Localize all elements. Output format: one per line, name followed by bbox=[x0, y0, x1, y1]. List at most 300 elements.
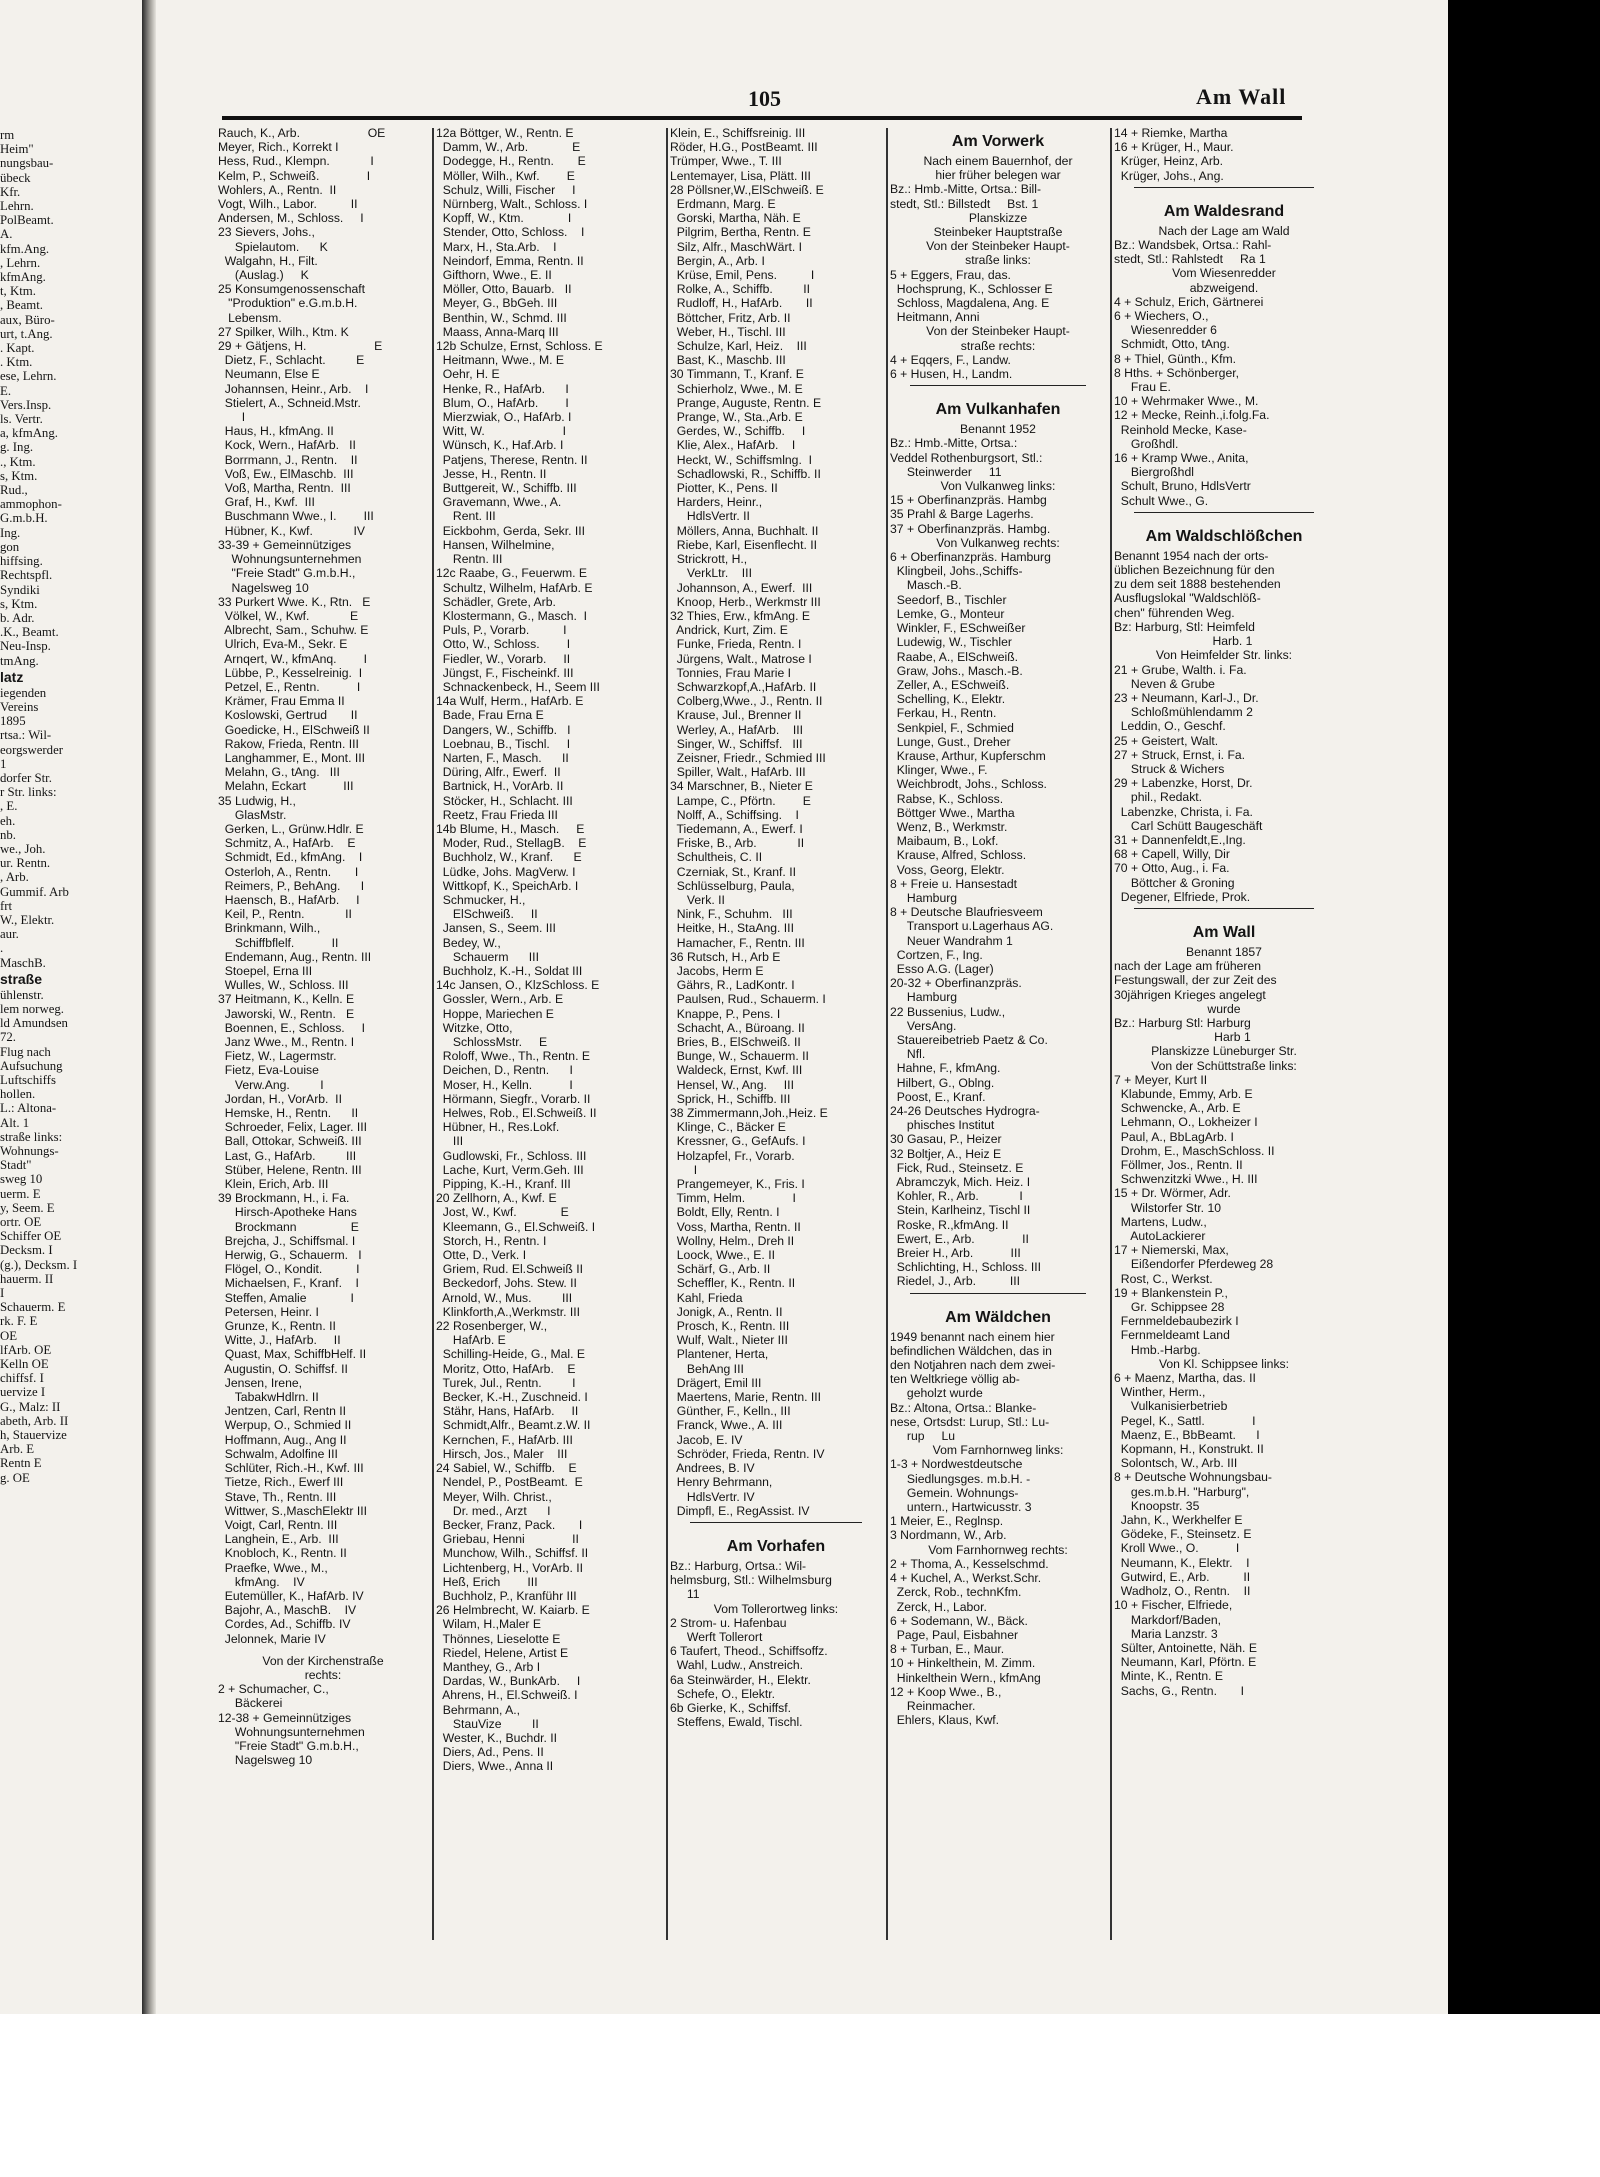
directory-entry: Heitke, H., StaAng. III bbox=[670, 921, 794, 936]
directory-entry: Voss, Martha, Rentn. II bbox=[670, 1219, 801, 1234]
directory-entry: Föllmer, Jos., Rentn. II bbox=[1114, 1158, 1243, 1172]
directory-entry: Nagelsweg 10 bbox=[218, 580, 309, 595]
directory-entry: "Freie Stadt" G.m.b.H., bbox=[218, 1738, 359, 1753]
directory-entry: Colberg,Wwe., J., Rentn. II bbox=[670, 694, 823, 709]
directory-entry: "Freie Stadt" G.m.b.H., bbox=[218, 566, 356, 581]
directory-entry: Loebnau, B., Tischl. I bbox=[436, 736, 571, 751]
directory-entry: Drägert, Emil III bbox=[670, 1375, 762, 1390]
directory-entry: Diers, Wwe., Anna II bbox=[436, 1759, 554, 1774]
left-page-line: 72. bbox=[0, 1030, 16, 1045]
left-page-line: Kelln OE bbox=[0, 1357, 49, 1372]
directory-entry: Lemke, G., Monteur bbox=[890, 606, 1005, 621]
directory-entry: Schultz, Wilhelm, HafArb. E bbox=[436, 580, 593, 595]
directory-entry: Steffen, Amalie I bbox=[218, 1290, 354, 1305]
directory-entry: Krüse, Emil, Pens. I bbox=[670, 268, 815, 283]
directory-entry: 6 + Sodemann, W., Bäck. bbox=[890, 1613, 1028, 1628]
directory-entry: Kohler, R., Arb. I bbox=[890, 1189, 1023, 1204]
directory-entry: Benannt 1954 nach der orts- bbox=[1114, 548, 1269, 563]
directory-entry: 22 Rosenberger, W., bbox=[436, 1319, 548, 1334]
left-page-line: ortr. OE bbox=[0, 1215, 42, 1230]
left-page-line: . Kapt. bbox=[0, 341, 35, 356]
directory-entry: Lunge, Gust., Dreher bbox=[890, 734, 1011, 749]
directory-entry: Meyer, Wilh. Christ., bbox=[436, 1489, 552, 1504]
left-page-line: latz bbox=[0, 668, 24, 685]
directory-entry: Knappe, P., Pens. I bbox=[670, 1006, 781, 1021]
directory-entry: Andersen, M., Schloss. I bbox=[218, 211, 364, 226]
left-page-line: G., Malz: II bbox=[0, 1399, 61, 1414]
directory-entry: Stüber, Helene, Rentn. III bbox=[218, 1162, 362, 1177]
directory-entry: Jensen, Irene, bbox=[218, 1375, 303, 1390]
column-divider bbox=[886, 128, 888, 1940]
directory-entry: 2 Strom- u. Hafenbau bbox=[670, 1615, 787, 1630]
directory-entry: 4 + Kuchel, A., Werkst.Schr. bbox=[890, 1571, 1042, 1586]
directory-entry: Plantener, Herta, bbox=[670, 1347, 769, 1362]
left-page-line: sweg 10 bbox=[0, 1172, 43, 1187]
directory-entry: Griem, Rud. El.Schweiß II bbox=[436, 1262, 583, 1277]
directory-entry: rechts: bbox=[304, 1667, 342, 1682]
directory-entry: Marx, H., Sta.Arb. I bbox=[436, 239, 557, 254]
left-page-line: Gummif. Arb bbox=[0, 884, 69, 899]
directory-entry: Cortzen, F., Ing. bbox=[890, 947, 983, 962]
directory-entry: Wenz, B., Werkmstr. bbox=[890, 819, 1008, 834]
directory-entry: Schwalm, Adolfine III bbox=[218, 1446, 338, 1461]
left-page-line: nb. bbox=[0, 827, 16, 842]
directory-entry: Hmb.-Harbg. bbox=[1114, 1342, 1201, 1357]
directory-entry: Schefe, O., Elektr. bbox=[670, 1686, 775, 1701]
directory-entry: Meyer, Rich., Korrekt I bbox=[218, 140, 339, 155]
directory-entry: Stähr, Hans, HafArb. II bbox=[436, 1404, 579, 1419]
directory-entry: Veddel Rothenburgsort, Stl.: bbox=[890, 450, 1043, 465]
directory-entry: Last, G., HafArb. III bbox=[218, 1148, 357, 1163]
directory-entry: Damm, W., Arb. E bbox=[436, 140, 581, 155]
directory-entry: Sprick, H., Schiffb. III bbox=[670, 1091, 791, 1106]
left-page-line: . Ktm. bbox=[0, 355, 33, 370]
directory-entry: 19 + Blankenstein P., bbox=[1114, 1285, 1228, 1300]
directory-entry: Paulsen, Rud., Schauerm. I bbox=[670, 992, 826, 1007]
directory-entry: phisches Institut bbox=[890, 1118, 995, 1133]
directory-entry: Boennen, E., Schloss. I bbox=[218, 1020, 366, 1035]
directory-entry: Werft Tollerort bbox=[670, 1629, 763, 1644]
directory-entry: Jonigk, A., Rentn. II bbox=[670, 1304, 783, 1319]
directory-entry: Böttcher & Groning bbox=[1114, 875, 1235, 890]
directory-entry: III bbox=[436, 1134, 464, 1149]
directory-entry: Neindorf, Emma, Rentn. II bbox=[436, 253, 584, 268]
left-page-line: E. bbox=[0, 383, 12, 398]
left-page-line: Stadt" bbox=[0, 1158, 32, 1173]
directory-entry: Schroeder, Felix, Lager. III bbox=[218, 1120, 368, 1135]
directory-entry: Klostermann, G., Masch. I bbox=[436, 608, 588, 623]
directory-entry: Spielautom. K bbox=[218, 239, 328, 254]
directory-entry: Andrick, Kurt, Zim. E bbox=[670, 623, 788, 638]
directory-entry: 5 + Eggers, Frau, das. bbox=[890, 267, 1011, 282]
directory-entry: Bedey, W., bbox=[436, 935, 501, 950]
directory-entry: ten Weltkriege völlig ab- bbox=[890, 1372, 1020, 1387]
directory-entry: ElSchweiß. II bbox=[436, 907, 538, 922]
left-page-line: , Arb. bbox=[0, 870, 29, 885]
directory-entry: 10 + Wehrmaker Wwe., M. bbox=[1114, 394, 1259, 409]
street-heading: Am Waldschlößchen bbox=[1145, 527, 1303, 545]
directory-entry: Patjens, Therese, Rentn. II bbox=[436, 452, 588, 467]
directory-entry: Pipping, K.-H., Kranf. III bbox=[436, 1177, 571, 1192]
left-page-line: aur. bbox=[0, 927, 19, 942]
directory-entry: Behrmann, A., bbox=[436, 1702, 521, 1717]
directory-entry: Hübner, H., Res.Lokf. bbox=[436, 1120, 560, 1135]
directory-entry: 32 Boltjer, A., Heiz E bbox=[890, 1146, 1002, 1161]
page-number: 105 bbox=[748, 86, 781, 111]
directory-entry: zu dem seit 1888 bestehenden bbox=[1114, 577, 1281, 592]
directory-column-3 bbox=[670, 126, 882, 1946]
directory-entry: Fernmeldebaubezirk I bbox=[1114, 1314, 1239, 1329]
directory-entry: Witzke, Otto, bbox=[436, 1020, 513, 1035]
directory-entry: Schmidt, Otto, tAng. bbox=[1114, 337, 1230, 352]
directory-entry: Neumann, Karl, Pförtn. E bbox=[1114, 1655, 1257, 1670]
directory-entry: Brejcha, J., Schiffsmal. I bbox=[218, 1233, 356, 1248]
directory-entry: Ahrens, H., El.Schweiß. I bbox=[436, 1688, 578, 1703]
directory-entry: 39 Brockmann, H., i. Fa. bbox=[218, 1191, 350, 1206]
directory-entry: Herwig, G., Schauerm. I bbox=[218, 1248, 362, 1263]
directory-entry: wurde bbox=[1207, 1001, 1241, 1016]
directory-entry: Gerken, L., Grünw.Hdlr. E bbox=[218, 821, 364, 836]
directory-entry: Paul, A., BbLagArb. I bbox=[1114, 1129, 1234, 1144]
directory-entry: rup Lu bbox=[890, 1429, 956, 1444]
directory-entry: Schädler, Grete, Arb. bbox=[436, 594, 556, 609]
directory-entry: Reimers, P., BehAng. I bbox=[218, 878, 365, 893]
directory-entry: abzweigend. bbox=[1189, 280, 1259, 295]
directory-entry: Schult Wwe., G. bbox=[1114, 493, 1209, 508]
street-heading: Am Vorhafen bbox=[726, 1537, 826, 1555]
directory-entry: Riebe, Karl, Eisenflecht. II bbox=[670, 537, 817, 552]
directory-entry: 8 + Deutsche Blaufriesveem bbox=[890, 905, 1043, 920]
directory-entry: Neuer Wandrahm 1 bbox=[890, 933, 1013, 948]
directory-entry: TabakwHdlrn. II bbox=[218, 1390, 319, 1405]
directory-entry: 1 Meier, E., Reglnsp. bbox=[890, 1514, 1004, 1529]
directory-entry: Dimpfl, E., RegAssist. IV bbox=[670, 1503, 810, 1518]
directory-entry: Stielert, A., Schneid.Mstr. bbox=[218, 395, 361, 410]
directory-entry: Hilbert, G., Oblng. bbox=[890, 1075, 995, 1090]
directory-entry: Meyer, G., BbGeh. III bbox=[436, 296, 558, 311]
left-page-line: Arb. E bbox=[0, 1442, 35, 1457]
left-page-line: , Beamt. bbox=[0, 298, 44, 313]
left-page-line: Ing. bbox=[0, 525, 21, 540]
directory-entry: Wiesenredder 6 bbox=[1114, 323, 1217, 338]
directory-entry: 24-26 Deutsches Hydrogra- bbox=[890, 1104, 1040, 1118]
directory-entry: Hübner, K., Kwf. IV bbox=[218, 523, 365, 538]
directory-entry: 38 Zimmermann,Joh.,Heiz. E bbox=[670, 1106, 828, 1121]
directory-entry: Möller, Otto, Bauarb. II bbox=[436, 282, 572, 297]
directory-entry: Nolff, A., Schiffsing. I bbox=[670, 807, 799, 822]
directory-entry: Hensel, W., Ang. III bbox=[670, 1077, 794, 1092]
directory-entry: Bz.: Harburg, Ortsa.: Wil- bbox=[670, 1558, 807, 1573]
left-page-line: L.: Altona- bbox=[0, 1101, 57, 1116]
directory-entry: 20 Zellhorn, A., Kwf. E bbox=[436, 1191, 557, 1206]
directory-entry: Senkpiel, F., Schmied bbox=[890, 720, 1014, 735]
left-page-line: Lehrn. bbox=[0, 199, 34, 214]
directory-entry: Zerck, H., Labor. bbox=[890, 1599, 987, 1614]
left-page-line: rk. F. E bbox=[0, 1314, 38, 1329]
left-page-line: abeth, Arb. II bbox=[0, 1413, 69, 1428]
directory-entry: Kopmann, H., Konstrukt. II bbox=[1114, 1442, 1264, 1457]
directory-entry: Werley, A., HafArb. III bbox=[670, 722, 803, 737]
directory-entry: Schmidt, Ed., kfmAng. I bbox=[218, 850, 363, 865]
directory-entry: 6 + Husen, H., Landm. bbox=[890, 367, 1013, 382]
directory-entry: Kock, Wern., HafArb. II bbox=[218, 438, 356, 453]
directory-entry: Maenz, E., BbBeamt. I bbox=[1114, 1427, 1260, 1442]
directory-entry: Janz Wwe., M., Rentn. I bbox=[218, 1035, 355, 1049]
directory-entry: Nürnberg, Walt., Schloss. I bbox=[436, 197, 588, 212]
directory-entry: Carl Schütt Baugeschäft bbox=[1114, 818, 1263, 833]
directory-entry: Hess, Rud., Klempn. I bbox=[218, 154, 374, 169]
directory-entry: Puls, P., Vorarb. I bbox=[436, 623, 567, 638]
directory-entry: Reetz, Frau Frieda III bbox=[436, 807, 558, 822]
directory-entry: Neumann, Else E bbox=[218, 367, 320, 382]
directory-entry: Loock, Wwe., E. II bbox=[670, 1248, 775, 1263]
left-page-line: dorfer Str. bbox=[0, 770, 52, 785]
directory-entry: Czerniak, St., Kranf. II bbox=[670, 864, 796, 879]
directory-entry: Nagelsweg 10 bbox=[218, 1753, 313, 1768]
directory-entry: Hirsch-Apotheke Hans bbox=[218, 1205, 357, 1220]
section-rule bbox=[1134, 512, 1314, 519]
left-page-line: h, Stauervize bbox=[0, 1428, 67, 1443]
directory-entry: Wilam, H.,Maler E bbox=[436, 1617, 541, 1632]
left-page-line: PolBeamt. bbox=[0, 213, 54, 228]
directory-entry: Eickbohm, Gerda, Sekr. III bbox=[436, 523, 586, 538]
directory-entry: 8 + Thiel, Günth., Kfm. bbox=[1114, 351, 1237, 366]
directory-entry: Böttcher, Fritz, Arb. II bbox=[670, 310, 791, 325]
directory-entry: 28 Pöllsner,W.,ElSchweiß. E bbox=[670, 182, 824, 197]
directory-entry: Röder, H.G., PostBeamt. III bbox=[670, 140, 818, 155]
directory-entry: Gorski, Martha, Näh. E bbox=[670, 211, 801, 226]
street-heading: Am Wall bbox=[1192, 923, 1256, 941]
directory-entry: VerkLtr. III bbox=[670, 566, 752, 581]
left-page-line: uerm. E bbox=[0, 1186, 41, 1201]
directory-entry: Jesse, H., Rentn. II bbox=[436, 466, 547, 481]
directory-entry: Eißendorfer Pferdeweg 28 bbox=[1114, 1257, 1274, 1272]
directory-entry: Jaworski, W., Rentn. E bbox=[218, 1006, 355, 1021]
left-page-line: kfmAng. bbox=[0, 270, 46, 285]
directory-entry: Esso A.G. (Lager) bbox=[890, 961, 994, 976]
directory-entry: den Notjahren nach dem zwei- bbox=[890, 1358, 1056, 1373]
directory-entry: Vulkanisierbetrieb bbox=[1114, 1399, 1228, 1414]
directory-entry: Schwenzitzki Wwe., H. III bbox=[1114, 1172, 1258, 1187]
left-page-line: ld Amundsen bbox=[0, 1016, 68, 1031]
directory-entry: HdlsVertr. IV bbox=[670, 1489, 755, 1504]
directory-entry: Bz.: Altona, Ortsa.: Blanke- bbox=[890, 1400, 1037, 1415]
directory-entry: Schmidt,Alfr., Beamt.z.W. II bbox=[436, 1418, 591, 1433]
directory-entry: "Produktion" e.G.m.b.H. bbox=[218, 296, 358, 311]
directory-entry: Wilstorfer Str. 10 bbox=[1114, 1200, 1222, 1215]
directory-entry: Klinge, C., Bäcker E bbox=[670, 1120, 786, 1135]
section-rule bbox=[910, 1293, 1086, 1300]
directory-entry: 22 Bussenius, Ludw., bbox=[890, 1004, 1006, 1019]
directory-entry: I bbox=[218, 410, 246, 425]
directory-entry: Klingbeil, Johs.,Schiffs- bbox=[890, 564, 1023, 579]
directory-entry: Jürgens, Walt., Matrose I bbox=[670, 651, 812, 666]
directory-entry: Bz.: Hmb.-Mitte, Ortsa.: bbox=[890, 436, 1018, 451]
left-page-line: Alt. 1 bbox=[0, 1115, 30, 1130]
left-page-line: , Lehrn. bbox=[0, 255, 41, 270]
directory-entry: Von Vulkanweg rechts: bbox=[936, 535, 1060, 550]
directory-entry: Schulze, Karl, Heiz. III bbox=[670, 339, 807, 354]
directory-entry: Tiedemann, A., Ewerf. I bbox=[670, 821, 803, 836]
left-page-line: Aufsuchung bbox=[0, 1058, 63, 1073]
directory-entry: 26 Helmbrecht, W. Kaiarb. E bbox=[436, 1603, 590, 1618]
directory-entry: 6 Taufert, Theod., Schiffsoffz. bbox=[670, 1644, 828, 1659]
directory-entry: Bartnick, H., VorArb. II bbox=[436, 779, 564, 794]
directory-entry: Moritz, Otto, HafArb. E bbox=[436, 1361, 576, 1376]
directory-entry: Benannt 1952 bbox=[960, 422, 1036, 437]
directory-entry: Walgahn, H., Filt. bbox=[218, 253, 318, 268]
directory-entry: Friske, B., Arb. II bbox=[670, 836, 805, 851]
directory-entry: Raabe, A., ElSchweiß. bbox=[890, 649, 1019, 664]
directory-entry: 14a Wulf, Herm., HafArb. E bbox=[436, 694, 584, 709]
directory-entry: Riedel, Helene, Artist E bbox=[436, 1645, 569, 1660]
directory-entry: Schärf, G., Arb. II bbox=[670, 1262, 771, 1277]
directory-entry: Hoppe, Mariechen E bbox=[436, 1006, 554, 1021]
directory-entry: Page, Paul, Eisbahner bbox=[890, 1627, 1019, 1642]
directory-entry: Von Vulkanweg links: bbox=[940, 479, 1056, 494]
directory-entry: Otte, D., Verk. I bbox=[436, 1248, 527, 1263]
directory-entry: Seedorf, B., Tischler bbox=[890, 592, 1007, 607]
directory-entry: Bz.: Hmb.-Mitte, Ortsa.: Bill- bbox=[890, 182, 1042, 197]
directory-entry: AutoLackierer bbox=[1114, 1229, 1206, 1244]
directory-entry: BehAng III bbox=[670, 1361, 744, 1376]
directory-entry: 8 + Deutsche Wohnungsbau- bbox=[1114, 1470, 1272, 1485]
directory-entry: Becker, K.-H., Zuschneid. I bbox=[436, 1390, 588, 1405]
directory-entry: Heitmann, Wwe., M. E bbox=[436, 353, 564, 368]
directory-entry: Munchow, Wilh., Schiffsf. II bbox=[436, 1546, 589, 1561]
directory-entry: 34 Marschner, B., Nieter E bbox=[670, 779, 813, 794]
directory-entry: 32 Thies, Erw., kfmAng. E bbox=[670, 608, 810, 623]
left-page-line: urt, t.Ang. bbox=[0, 326, 53, 341]
directory-entry: Bz.: Harburg Stl: Harburg bbox=[1114, 1015, 1251, 1030]
directory-entry: Graf, H., Kwf. III bbox=[218, 495, 315, 510]
directory-entry: Möllers, Anna, Buchhalt. II bbox=[670, 523, 819, 538]
directory-entry: Stein, Karlheinz, Tischl II bbox=[890, 1203, 1031, 1218]
directory-entry: Leddin, O., Geschf. bbox=[1114, 719, 1226, 734]
directory-entry: Ehlers, Klaus, Kwf. bbox=[890, 1713, 1000, 1728]
directory-entry: SchlossMstr. E bbox=[436, 1035, 548, 1049]
directory-entry: Planskizze Lüneburger Str. bbox=[1151, 1044, 1297, 1059]
directory-entry: Harb. 1 bbox=[1195, 634, 1253, 649]
directory-entry: Melahn, Eckart III bbox=[218, 779, 354, 794]
left-page-line: Rud., bbox=[0, 483, 28, 498]
directory-entry: Jansen, S., Seem. III bbox=[436, 921, 556, 936]
left-page-line: g. Ing. bbox=[0, 440, 34, 455]
directory-entry: 27 + Struck, Ernst, i. Fa. bbox=[1114, 747, 1246, 762]
directory-entry: Endemann, Aug., Rentn. III bbox=[218, 949, 372, 964]
directory-entry: Lübbe, P., Kesselreinig. I bbox=[218, 665, 363, 680]
directory-entry: 6b Gierke, K., Schiffsf. bbox=[670, 1700, 792, 1715]
directory-entry: Hörmann, Siegfr., Vorarb. II bbox=[436, 1091, 591, 1106]
directory-entry: Henke, R., HafArb. I bbox=[436, 381, 569, 396]
directory-entry: Rabse, K., Schloss. bbox=[890, 791, 1004, 806]
directory-entry: Osterloh, A., Rentn. I bbox=[218, 864, 359, 879]
left-page-line: W., Elektr. bbox=[0, 912, 55, 927]
left-page-line: kfm.Ang. bbox=[0, 241, 50, 256]
directory-entry: Jacobs, Herm E bbox=[670, 963, 764, 978]
directory-entry: Pilgrim, Bertha, Rentn. E bbox=[670, 225, 811, 240]
directory-entry: 23 Sievers, Johs., bbox=[218, 225, 315, 240]
directory-entry: Sachs, G., Rentn. I bbox=[1114, 1683, 1245, 1698]
directory-entry: Günther, F., Kelln., III bbox=[670, 1404, 791, 1419]
directory-entry: Maertens, Marie, Rentn. III bbox=[670, 1390, 822, 1405]
directory-entry: Markdorf/Baden, bbox=[1114, 1612, 1222, 1627]
directory-entry: Bast, K., Maschb. III bbox=[670, 353, 786, 368]
directory-entry: Werpup, O., Schmied II bbox=[218, 1418, 352, 1433]
directory-entry: Wahl, Ludw., Anstreich. bbox=[670, 1658, 803, 1673]
left-page-line: s, Ktm. bbox=[0, 596, 38, 611]
directory-entry: Schröder, Frieda, Rentn. IV bbox=[670, 1446, 825, 1461]
directory-entry: Wittkopf, K., SpeichArb. I bbox=[436, 878, 579, 893]
directory-entry: Petzel, E., Rentn. I bbox=[218, 679, 361, 694]
directory-entry: 29 + Labenzke, Horst, Dr. bbox=[1114, 776, 1253, 791]
directory-entry: Ludewig, W., Tischler bbox=[890, 635, 1012, 650]
left-page-line: ühlenstr. bbox=[0, 987, 44, 1002]
directory-entry: Borrmann, J., Rentn. II bbox=[218, 452, 358, 467]
directory-entry: Schwencke, A., Arb. E bbox=[1114, 1101, 1241, 1116]
directory-entry: Schnackenbeck, H., Seem III bbox=[436, 679, 600, 694]
directory-entry: 4 + Schulz, Erich, Gärtnerei bbox=[1114, 294, 1264, 309]
left-page-line: aux, Büro- bbox=[0, 312, 55, 327]
directory-entry: Nach der Lage am Wald bbox=[1158, 223, 1290, 238]
scan-border bbox=[1448, 0, 1600, 2014]
directory-entry: Maibaum, B., Lokf. bbox=[890, 834, 999, 849]
left-page-line: ammophon- bbox=[0, 497, 62, 512]
directory-entry: Gemein. Wohnungs- bbox=[890, 1485, 1019, 1500]
directory-entry: Rent. III bbox=[436, 509, 496, 524]
directory-entry: 6 + Oberfinanzpräs. Hamburg bbox=[890, 550, 1051, 565]
directory-entry: Manthey, G., Arb I bbox=[436, 1659, 541, 1674]
directory-entry: 30 Gasau, P., Heizer bbox=[890, 1132, 1002, 1147]
directory-entry: Tonnies, Frau Marie I bbox=[670, 665, 792, 680]
directory-entry: 33 Purkert Wwe. K., Rtn. E bbox=[218, 594, 371, 609]
directory-entry: Brinkmann, Wilh., bbox=[218, 921, 321, 936]
directory-entry: Singer, W., Schiffsf. III bbox=[670, 736, 803, 751]
directory-entry: Abramczyk, Mich. Heiz. I bbox=[890, 1175, 1031, 1190]
directory-entry: Roloff, Wwe., Th., Rentn. E bbox=[436, 1049, 590, 1064]
directory-entry: Prange, Auguste, Rentn. E bbox=[670, 395, 822, 410]
left-page-line: OE bbox=[0, 1328, 18, 1343]
running-head: Am Wall bbox=[1196, 84, 1287, 109]
directory-entry: Schacht, A., Büroang. II bbox=[670, 1020, 805, 1035]
directory-entry: 35 Prahl & Barge Lagerhs. bbox=[890, 507, 1034, 522]
directory-entry: Dr. med., Arzt I bbox=[436, 1503, 551, 1518]
directory-entry: HdlsVertr. II bbox=[670, 509, 750, 524]
directory-column-4 bbox=[890, 126, 1106, 1946]
directory-entry: Harders, Heinr., bbox=[670, 495, 763, 510]
directory-entry: Koslowski, Gertrud II bbox=[218, 708, 358, 723]
directory-entry: 11 bbox=[670, 1587, 700, 1602]
directory-entry: Schulz, Willi, Fischer I bbox=[436, 182, 576, 197]
directory-entry: Poost, E., Kranf. bbox=[890, 1089, 986, 1104]
directory-entry: Vom Wiesenredder bbox=[1172, 266, 1276, 281]
directory-entry: Gifthorn, Wwe., E. II bbox=[436, 268, 552, 283]
directory-entry: Kleemann, G., El.Schweiß. I bbox=[436, 1219, 596, 1234]
directory-entry: Von Kl. Schippsee links: bbox=[1158, 1356, 1290, 1371]
directory-entry: HafArb. E bbox=[436, 1333, 506, 1348]
directory-entry: Böttger Wwe., Martha bbox=[890, 805, 1015, 820]
left-page-line: Syndiki bbox=[0, 582, 40, 597]
directory-entry: Deichen, D., Rentn. I bbox=[436, 1063, 573, 1078]
directory-entry: ges.m.b.H. "Harburg", bbox=[1114, 1484, 1250, 1499]
directory-entry: Drohm, E., MaschSchloss. II bbox=[1114, 1143, 1275, 1158]
directory-entry: Neven & Grube bbox=[1114, 676, 1215, 691]
directory-entry: Heitmann, Anni bbox=[890, 310, 980, 325]
column-divider bbox=[1110, 128, 1112, 1940]
directory-entry: 20-32 + Oberfinanzpräs. bbox=[890, 976, 1022, 991]
directory-entry: Frau E. bbox=[1114, 380, 1171, 395]
directory-entry: Masch.-B. bbox=[890, 578, 962, 593]
